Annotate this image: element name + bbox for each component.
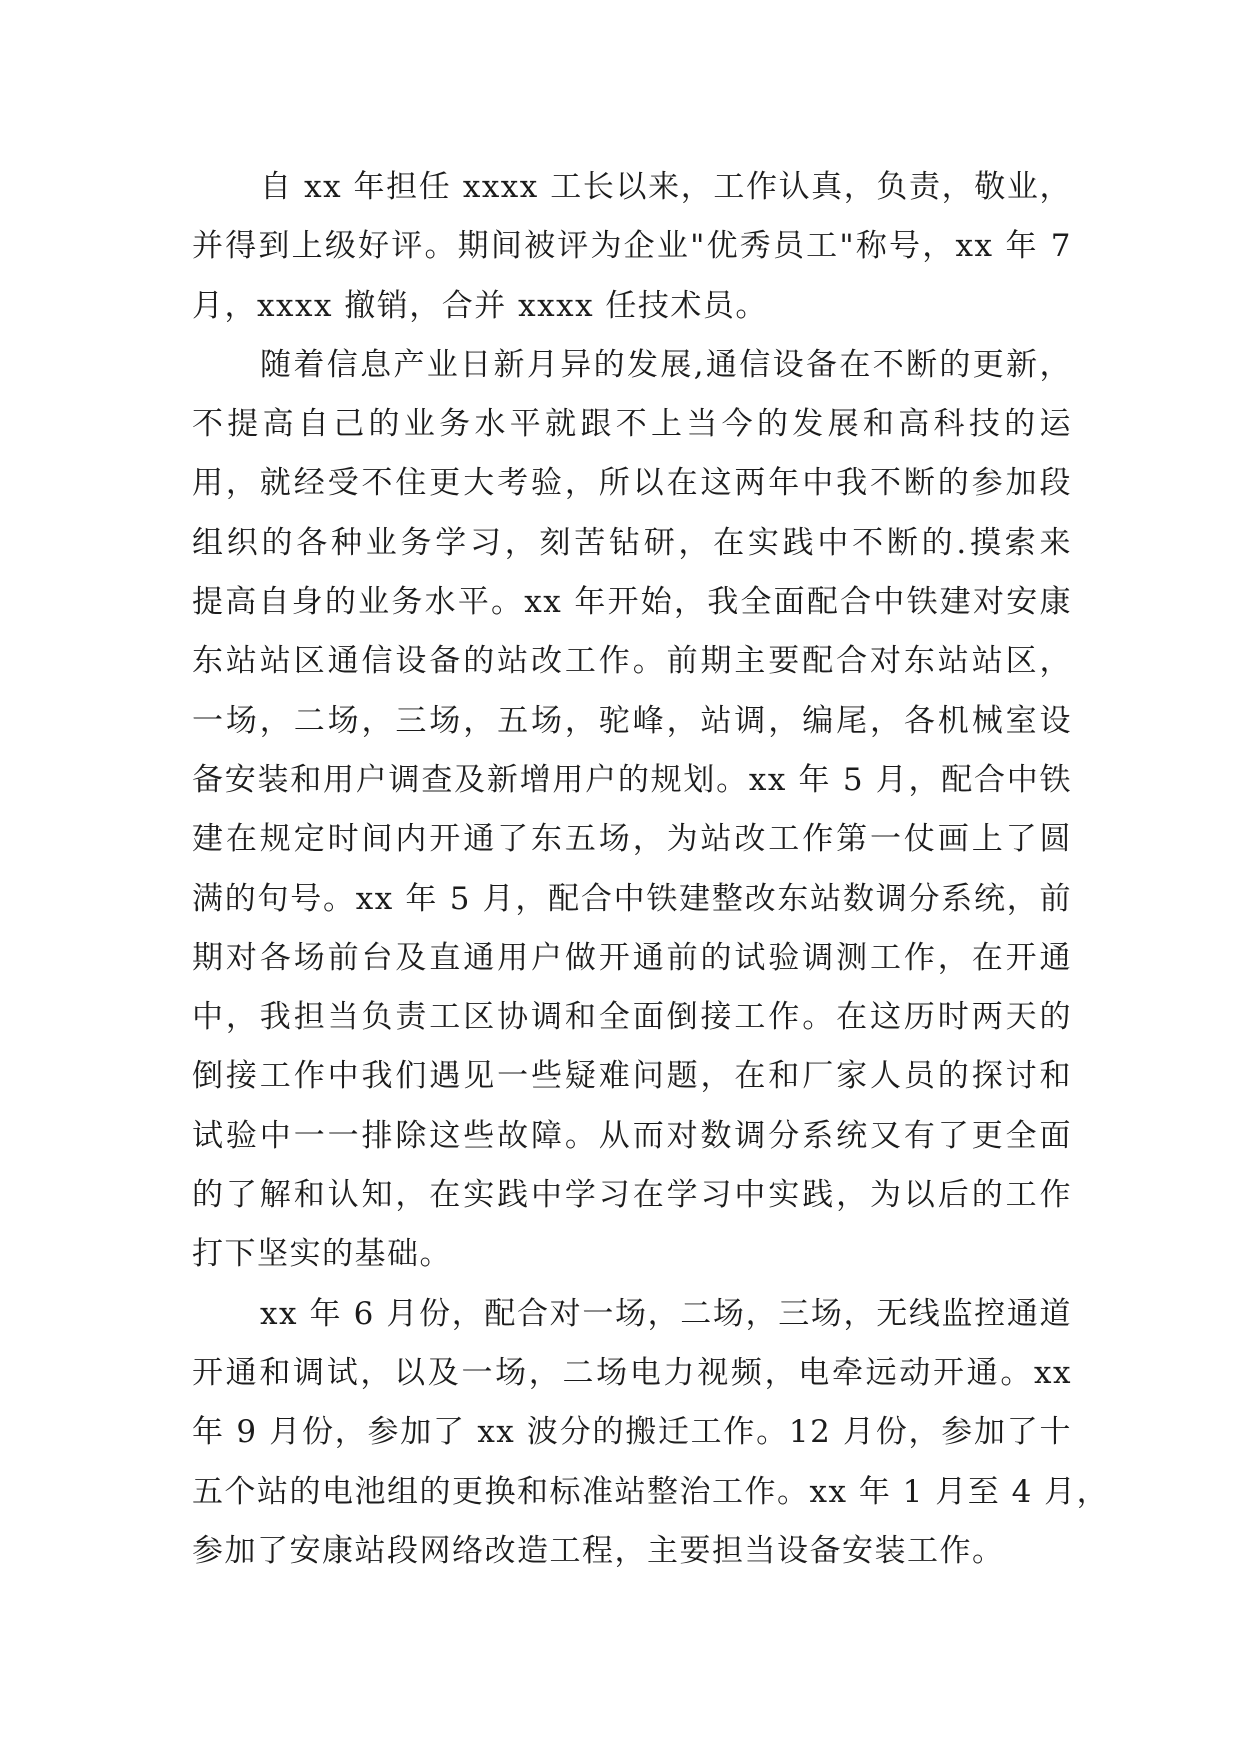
paragraph-line: 五个站的电池组的更换和标准站整治工作。xx 年 1 月至 4 月， bbox=[192, 1473, 1110, 1510]
paragraph-line: 一场，二场，三场，五场，驼峰，站调，编尾，各机械室设 bbox=[192, 702, 1072, 739]
paragraph bbox=[192, 1285, 1110, 1581]
paragraph-line: 的了解和认知，在实践中学习在学习中实践，为以后的工作 bbox=[192, 1177, 1072, 1214]
document-body bbox=[192, 158, 1110, 1581]
paragraph-line: 不提高自己的业务水平就跟不上当今的发展和高科技的运 bbox=[192, 406, 1072, 443]
paragraph-line: 月，xxxx 撤销，合并 xxxx 任技术员。 bbox=[192, 287, 768, 324]
paragraph-line: 备安装和用户调查及新增用户的规划。xx 年 5 月，配合中铁 bbox=[192, 761, 1072, 798]
paragraph-line: 期对各场前台及直通用户做开通前的试验调测工作，在开通 bbox=[192, 939, 1072, 976]
paragraph-line: 打下坚实的基础。 bbox=[192, 1236, 452, 1273]
paragraph-line: 中，我担当负责工区协调和全面倒接工作。在这历时两天的 bbox=[192, 999, 1072, 1036]
paragraph-line: 并得到上级好评。期间被评为企业"优秀员工"称号，xx 年 7 bbox=[192, 228, 1072, 265]
paragraph-line: 东站站区通信设备的站改工作。前期主要配合对东站站区， bbox=[192, 643, 1072, 680]
paragraph-line: 试验中一一排除这些故障。从而对数调分系统又有了更全面 bbox=[192, 1117, 1072, 1154]
paragraph-line: 满的句号。xx 年 5 月，配合中铁建整改东站数调分系统，前 bbox=[192, 880, 1072, 917]
paragraph-line: 开通和调试，以及一场，二场电力视频，电牵远动开通。xx bbox=[192, 1354, 1072, 1391]
paragraph-line: 随着信息产业日新月异的发展,通信设备在不断的更新， bbox=[260, 346, 1072, 383]
paragraph-line: 建在规定时间内开通了东五场，为站改工作第一仗画上了圆 bbox=[192, 821, 1072, 858]
paragraph-line: 用，就经受不住更大考验，所以在这两年中我不断的参加段 bbox=[192, 465, 1072, 502]
paragraph-line: 自 xx 年担任 xxxx 工长以来，工作认真，负责，敬业， bbox=[260, 169, 1072, 205]
paragraph bbox=[192, 158, 1072, 336]
paragraph-line: 组织的各种业务学习，刻苦钻研，在实践中不断的.摸索来 bbox=[192, 524, 1072, 561]
paragraph-line: 参加了安康站段网络改造工程，主要担当设备安装工作。 bbox=[192, 1532, 1005, 1569]
paragraph-line: 倒接工作中我们遇见一些疑难问题，在和厂家人员的探讨和 bbox=[192, 1058, 1072, 1095]
paragraph-line: xx 年 6 月份，配合对一场，二场，三场，无线监控通道 bbox=[260, 1295, 1072, 1332]
paragraph bbox=[192, 336, 1072, 1285]
paragraph-line: 年 9 月份，参加了 xx 波分的搬迁工作。12 月份，参加了十 bbox=[192, 1414, 1072, 1451]
paragraph-line: 提高自身的业务水平。xx 年开始，我全面配合中铁建对安康 bbox=[192, 584, 1072, 621]
